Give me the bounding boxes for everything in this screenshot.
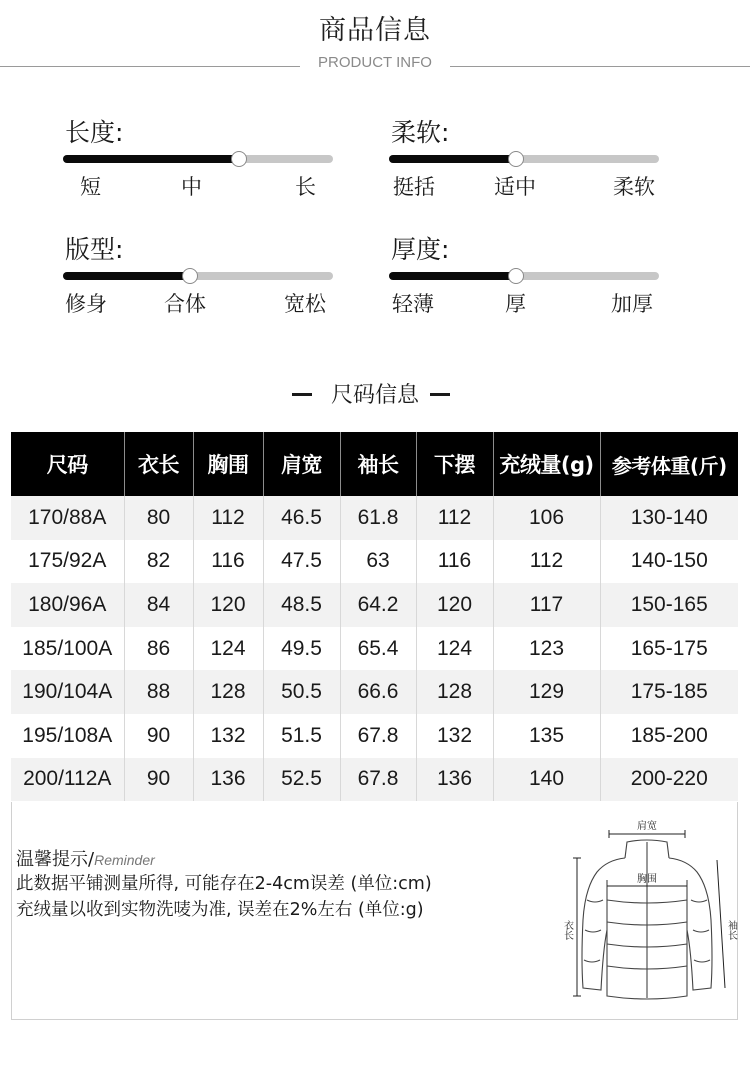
table-cell: 132 (416, 714, 493, 758)
table-cell: 200-220 (600, 758, 738, 802)
table-cell: 200/112A (11, 758, 124, 802)
table-cell: 136 (416, 758, 493, 802)
header-rule-right (450, 66, 750, 67)
table-cell: 106 (493, 496, 600, 540)
table-cell: 185/100A (11, 627, 124, 671)
table-cell: 86 (124, 627, 193, 671)
attribute-tick: 中 (181, 175, 202, 199)
attribute-tick: 挺括 (393, 175, 435, 199)
attribute-thickness (389, 230, 659, 330)
table-cell: 129 (493, 670, 600, 714)
reminder-title-cn: 温馨提示/ (16, 849, 95, 870)
table-cell: 67.8 (340, 758, 416, 802)
table-cell: 165-175 (600, 627, 738, 671)
table-cell: 63 (340, 540, 416, 584)
attribute-tick: 合体 (164, 292, 206, 316)
attribute-length (63, 113, 333, 213)
table-cell: 150-165 (600, 583, 738, 627)
table-header-cell: 胸围 (193, 432, 263, 496)
attribute-slider-track (63, 155, 333, 163)
table-cell: 64.2 (340, 583, 416, 627)
table-cell: 128 (193, 670, 263, 714)
attribute-tick: 适中 (494, 175, 536, 199)
table-cell: 132 (193, 714, 263, 758)
page-subtitle: PRODUCT INFO (318, 54, 432, 71)
attribute-slider-knob (508, 151, 524, 167)
table-cell: 123 (493, 627, 600, 671)
jacket-outline (582, 840, 712, 999)
size-table (11, 432, 738, 801)
attribute-tick: 轻薄 (392, 292, 434, 316)
table-cell: 185-200 (600, 714, 738, 758)
attribute-label: 长度: (65, 118, 124, 147)
table-row (11, 670, 738, 714)
table-cell: 140 (493, 758, 600, 802)
table-cell: 84 (124, 583, 193, 627)
table-cell: 175/92A (11, 540, 124, 584)
diagram-label-shoulder: 肩宽 (637, 821, 657, 832)
attribute-slider-fill (63, 155, 239, 163)
attribute-tick: 修身 (65, 292, 107, 316)
diagram-label-length: 衣长 (561, 920, 573, 940)
table-cell: 195/108A (11, 714, 124, 758)
table-cell: 190/104A (11, 670, 124, 714)
table-header-cell: 参考体重(斤) (600, 432, 738, 496)
table-cell: 124 (193, 627, 263, 671)
table-row (11, 627, 738, 671)
table-cell: 130-140 (600, 496, 738, 540)
attribute-slider-knob (231, 151, 247, 167)
table-cell: 112 (493, 540, 600, 584)
table-row (11, 540, 738, 584)
jacket-measurement-diagram (561, 820, 742, 1010)
table-cell: 136 (193, 758, 263, 802)
table-cell: 117 (493, 583, 600, 627)
table-cell: 88 (124, 670, 193, 714)
attribute-tick: 长 (295, 175, 316, 199)
table-cell: 90 (124, 714, 193, 758)
attribute-slider-knob (182, 268, 198, 284)
page-title: 商品信息 (319, 15, 431, 46)
table-cell: 175-185 (600, 670, 738, 714)
table-cell: 61.8 (340, 496, 416, 540)
table-header-cell: 袖长 (340, 432, 416, 496)
reminder-line: 此数据平铺测量所得, 可能存在2-4cm误差 (单位:cm) (16, 874, 432, 894)
size-table-header-row (11, 432, 738, 496)
table-cell: 49.5 (263, 627, 340, 671)
attribute-slider-fill (389, 272, 516, 280)
attribute-tick: 柔软 (613, 175, 655, 199)
measurement-lines (573, 830, 725, 996)
size-section-heading (0, 378, 750, 410)
attribute-slider-fill (63, 272, 190, 280)
table-cell: 140-150 (600, 540, 738, 584)
table-row (11, 714, 738, 758)
table-cell: 46.5 (263, 496, 340, 540)
table-cell: 47.5 (263, 540, 340, 584)
table-cell: 65.4 (340, 627, 416, 671)
table-cell: 90 (124, 758, 193, 802)
table-cell: 116 (193, 540, 263, 584)
table-row (11, 496, 738, 540)
heading-bar-right (430, 393, 450, 396)
attribute-label: 柔软: (391, 118, 450, 147)
attribute-slider-track (389, 155, 659, 163)
table-cell: 66.6 (340, 670, 416, 714)
table-cell: 112 (416, 496, 493, 540)
attribute-slider-track (389, 272, 659, 280)
table-cell: 82 (124, 540, 193, 584)
diagram-label-sleeve: 袖长 (725, 920, 737, 940)
table-cell: 116 (416, 540, 493, 584)
table-cell: 170/88A (11, 496, 124, 540)
table-cell: 180/96A (11, 583, 124, 627)
table-header-cell: 下摆 (416, 432, 493, 496)
attribute-tick: 厚 (505, 292, 526, 316)
table-cell: 128 (416, 670, 493, 714)
reminder-title (16, 845, 155, 871)
header-rule-left (0, 66, 300, 67)
table-header-cell: 衣长 (124, 432, 193, 496)
table-cell: 52.5 (263, 758, 340, 802)
attribute-slider-fill (389, 155, 516, 163)
reminder-box (11, 802, 738, 1020)
attribute-tick: 宽松 (284, 292, 326, 316)
table-cell: 135 (493, 714, 600, 758)
table-cell: 80 (124, 496, 193, 540)
attribute-tick: 加厚 (611, 292, 653, 316)
table-cell: 124 (416, 627, 493, 671)
table-row (11, 758, 738, 802)
attribute-softness (389, 113, 659, 213)
table-cell: 120 (416, 583, 493, 627)
table-cell: 67.8 (340, 714, 416, 758)
attribute-slider-track (63, 272, 333, 280)
reminder-line: 充绒量以收到实物洗唛为准, 误差在2%左右 (单位:g) (16, 900, 424, 920)
attribute-label: 版型: (65, 235, 124, 264)
diagram-label-chest: 胸围 (637, 874, 657, 885)
table-cell: 48.5 (263, 583, 340, 627)
attribute-label: 厚度: (391, 235, 450, 264)
table-header-cell: 尺码 (11, 432, 124, 496)
table-cell: 112 (193, 496, 263, 540)
reminder-title-en: Reminder (94, 852, 155, 868)
size-section-title: 尺码信息 (330, 383, 419, 408)
table-header-cell: 充绒量(g) (493, 432, 600, 496)
table-row (11, 583, 738, 627)
table-cell: 50.5 (263, 670, 340, 714)
table-header-cell: 肩宽 (263, 432, 340, 496)
attribute-slider-knob (508, 268, 524, 284)
attribute-fit (63, 230, 333, 330)
size-table-body (11, 496, 738, 801)
table-cell: 120 (193, 583, 263, 627)
attribute-tick: 短 (80, 175, 101, 199)
table-cell: 51.5 (263, 714, 340, 758)
